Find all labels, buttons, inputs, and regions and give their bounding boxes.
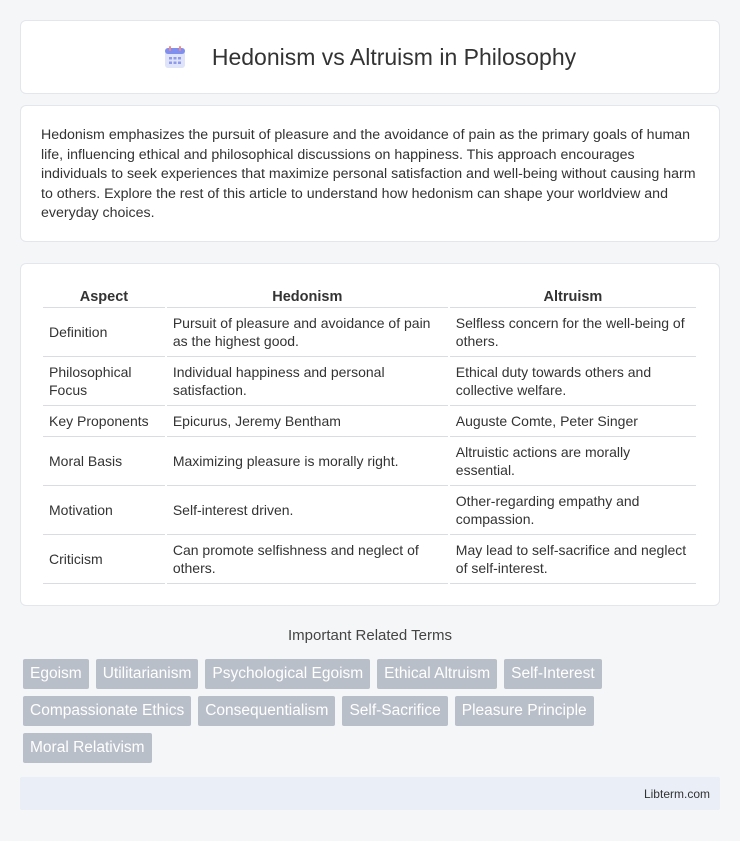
table-row xyxy=(43,535,696,584)
tag-egoism[interactable]: Egoism xyxy=(23,659,89,689)
tag-self-interest[interactable]: Self-Interest xyxy=(504,659,602,689)
table-header-row xyxy=(43,284,696,308)
header-aspect: Aspect xyxy=(43,284,165,308)
table-row xyxy=(43,406,696,437)
intro-paragraph: Hedonism emphasizes the pursuit of pleasure and the avoidance of pain as the primary goals of human life, influencing ethical and philosophical discussions on happiness. This approach encourages individuals to seek experiences that maximize personal satisfaction and well-being without causing harm to others. Explore the rest of this article to understand how hedonism can shape your worldview and everyday choices. xyxy=(41,127,696,222)
tag-psychological-egoism[interactable]: Psychological Egoism xyxy=(205,659,370,689)
table-cell-hedonism: Can promote selfishness and neglect of others. xyxy=(167,535,448,584)
tag-pleasure-principle[interactable]: Pleasure Principle xyxy=(455,696,594,726)
table-row xyxy=(43,308,696,357)
calendar-icon xyxy=(164,45,186,69)
related-terms-list xyxy=(23,659,723,770)
table-row xyxy=(43,437,696,486)
table-row xyxy=(43,357,696,406)
tag-ethical-altruism[interactable]: Ethical Altruism xyxy=(377,659,497,689)
comparison-table-card xyxy=(20,263,720,606)
footer xyxy=(20,777,720,810)
footer-site-link[interactable]: Libterm.com xyxy=(643,787,710,801)
table-cell-hedonism: Individual happiness and personal satisfaction. xyxy=(167,357,448,406)
table-row xyxy=(43,486,696,535)
table-cell-aspect: Definition xyxy=(43,308,165,357)
table-cell-hedonism: Epicurus, Jeremy Bentham xyxy=(167,406,448,437)
table-cell-hedonism: Self-interest driven. xyxy=(167,486,448,535)
tag-self-sacrifice[interactable]: Self-Sacrifice xyxy=(342,696,447,726)
comparison-table xyxy=(41,284,698,584)
page-title: Hedonism vs Altruism in Philosophy xyxy=(211,43,577,70)
tag-utilitarianism[interactable]: Utilitarianism xyxy=(96,659,199,689)
tag-compassionate-ethics[interactable]: Compassionate Ethics xyxy=(23,696,191,726)
table-cell-altruism: Auguste Comte, Peter Singer xyxy=(450,406,696,437)
table-cell-aspect: Motivation xyxy=(43,486,165,535)
tag-consequentialism[interactable]: Consequentialism xyxy=(198,696,335,726)
table-cell-altruism: Selfless concern for the well-being of others. xyxy=(450,308,696,357)
table-cell-altruism: May lead to self-sacrifice and neglect of self-interest. xyxy=(450,535,696,584)
table-cell-altruism: Ethical duty towards others and collective welfare. xyxy=(450,357,696,406)
table-cell-hedonism: Pursuit of pleasure and avoidance of pain as the highest good. xyxy=(167,308,448,357)
table-cell-aspect: Key Proponents xyxy=(43,406,165,437)
intro-card xyxy=(20,105,720,242)
tag-moral-relativism[interactable]: Moral Relativism xyxy=(23,733,152,763)
header-altruism: Altruism xyxy=(450,284,696,308)
title-card xyxy=(20,20,720,94)
table-cell-aspect: Criticism xyxy=(43,535,165,584)
header-hedonism: Hedonism xyxy=(167,284,448,308)
table-cell-altruism: Other-regarding empathy and compassion. xyxy=(450,486,696,535)
table-cell-aspect: Philosophical Focus xyxy=(43,357,165,406)
table-cell-hedonism: Maximizing pleasure is morally right. xyxy=(167,437,448,486)
table-cell-altruism: Altruistic actions are morally essential. xyxy=(450,437,696,486)
table-cell-aspect: Moral Basis xyxy=(43,437,165,486)
related-terms-title: Important Related Terms xyxy=(288,627,452,644)
